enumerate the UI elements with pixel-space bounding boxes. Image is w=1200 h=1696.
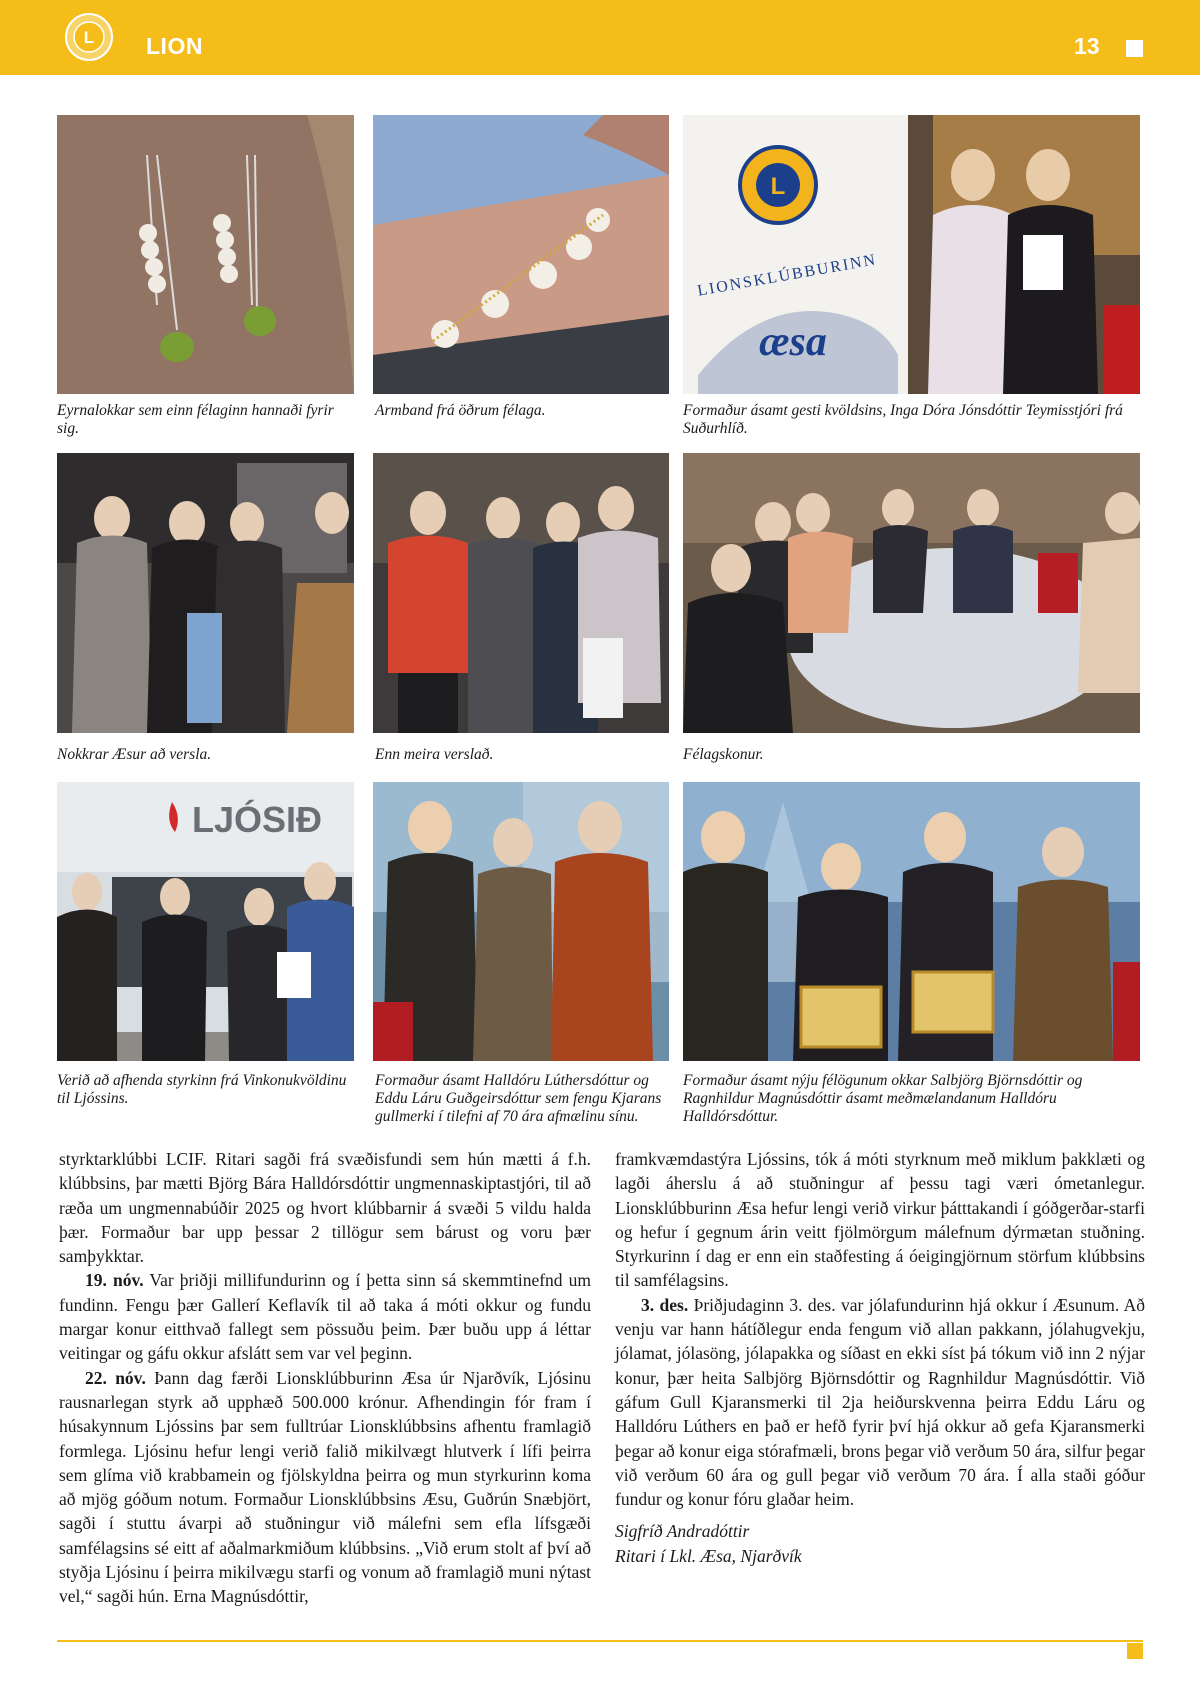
article-column-2 (615, 1147, 1145, 1568)
article-column-1 (59, 1147, 591, 1609)
article-paragraph: 19. nóv. Var þriðji millifundurinn og í þetta sinn sá skemmtinefnd um fundinn. Fengu þær Gallerí Keflavík til að taka á móti okkur og fundu margar konur eitthvað fallegt sem pössuðu þeim. Þær buðu upp á léttar veitingar og gáfu okkur afslátt sem var vel þeginn. (59, 1270, 591, 1364)
signature-name: Sigfríð Andradóttir (615, 1521, 750, 1542)
caption-earrings: Eyrnalokkar sem einn félaginn hannaði fyrir sig. (57, 402, 334, 437)
caption-shopping-2: Enn meira verslað. (375, 746, 494, 763)
photo-earrings (57, 115, 354, 394)
date-heading: 22. nóv. (85, 1367, 146, 1388)
photo-three-women (373, 782, 669, 1061)
svg-text:L: L (770, 173, 786, 200)
page-number: 13 (1074, 33, 1100, 59)
banner-text: LIONSKLÚBBURINN (696, 251, 879, 300)
photo-ljosid (57, 782, 354, 1061)
caption-table: Félagskonur. (683, 746, 764, 763)
caption-three-women: Formaður ásamt Halldóru Lúthersdóttur og Eddu Láru Guðgeirsdóttur sem fengu Kjarans gullmerki í tilefni af 70 ára afmælinu sínu. (375, 1072, 662, 1125)
footer-marker (1127, 1643, 1143, 1659)
caption-ljosid: Verið að afhenda styrkinn frá Vinkonukvöldinu til Ljóssins. (57, 1072, 347, 1107)
caption-banner-guest: Formaður ásamt gesti kvöldsins, Inga Dóra Jónsdóttir Teymisstjóri frá Suðurhlíð. (683, 402, 1123, 437)
photo-banner-guest (683, 115, 1140, 394)
article-paragraph: framkvæmdastýra Ljóssins, tók á móti styrknum með miklum þakklæti og lagði áherslu á að stuðningur af þessu tagi væri ómetanlegur. Lionsklúbburinn Æsa hefur lengi verið virkur þátttakandi í góðgerðar-starfi og hefur í gegnum árin veitt fjölmörgum málefnum dýrmætan stuðning. Styrkurinn í dag er enn ein staðfesting á óeigingjörnum störfum klúbbsins til samfélagsins. (615, 1149, 1145, 1291)
header-bar (0, 0, 1200, 75)
caption-shopping-1: Nokkrar Æsur að versla. (57, 746, 212, 763)
signature (615, 1519, 1145, 1568)
caption-bracelet: Armband frá öðrum félaga. (375, 402, 546, 419)
article-paragraph: styrktarklúbbi LCIF. Ritari sagði frá svæðisfundi sem hún mætti á f.h. klúbbsins, þar mætti Björg Bára Halldórsdóttir ungmennaskiptastjóri, til að ræða um ungmennabúðir 2025 og hvort klúbbarnir á svæði 5 vildu halda þær. Formaður bar upp þessar 2 tillögur sem bárust og voru þær samþykktar. (59, 1149, 591, 1267)
article-paragraph: 3. des. Þriðjudaginn 3. des. var jólafundurinn hjá okkur í Æsunum. Að venju var hann hátíðlegur enda fengum við allan pakkann, jólahugvekju, jólamat, jólasöng, jólapakka og síðast en ekki síst þá tókum við inn 2 nýjar konur, þær heita Salbjörg Björnsdóttir og Ragnhildur Magnúsdóttir. Við gáfum Gull Kjaransmerki til 2ja heiðurskvenna þeirra Eddu Láru og Halldóru Lúthers en það er hefð fyrir því hjá okkur að gefa Kjaransmerki þegar að konur eiga stórafmæli, brons þegar við verðum 50 ára, silfur þegar við verðum 60 ára og gull þegar við verðum 70 ára. Í alla staði góður fundur og konur fóru glaðar heim. (615, 1294, 1145, 1510)
signature-role: Ritari í Lkl. Æsa, Njarðvík (615, 1545, 802, 1566)
footer-rule (57, 1640, 1143, 1642)
ljosid-sign: LJÓSIÐ (192, 799, 323, 840)
svg-text:L: L (83, 28, 95, 47)
lions-logo-icon (64, 12, 114, 62)
photo-shopping-1 (57, 453, 354, 733)
page-marker (1126, 40, 1143, 57)
date-heading: 19. nóv. (85, 1270, 144, 1291)
photo-new-members (683, 782, 1140, 1061)
date-heading: 3. des. (641, 1294, 689, 1315)
banner-logo: æsa (759, 319, 827, 365)
magazine-title: LION (146, 33, 203, 59)
caption-new-members: Formaður ásamt nýju félögunum okkar Salbjörg Björnsdóttir og Ragnhildur Magnúsdóttir ásamt meðmælandanum Halldóru Halldórsdóttur. (683, 1072, 1083, 1125)
photo-bracelet (373, 115, 669, 394)
photo-table (683, 453, 1140, 733)
article-paragraph: 22. nóv. Þann dag færði Lionsklúbburinn Æsa úr Njarðvík, Ljósinu rausnarlegan styrk að upphæð 500.000 krónur. Afhendingin fór fram í húsakynnum Ljóssins þar sem fulltrúar Lionsklúbbsins afhentu framlagið formlega. Ljósinu hefur lengi verið falið mikilvægt hlutverk í lífi þeirra sem glíma við krabbamein og fjölskyldna þeirra og mun styrkurinn koma að mjög góðum notum. Formaður Lionsklúbbsins Æsu, Guðrún Snæbjört, sagði í stuttu ávarpi að stuðningur við málefni sem efla lífsgæði samfélagsins sé eitt af aðalmarkmiðum klúbbsins. „Við erum stolt af því að styðja Ljósinu í þeirra mikilvægu starfi og vonum að framlagið muni nýtast vel,“ sagði hún. Erna Magnúsdóttir, (59, 1367, 591, 1607)
photo-shopping-2 (373, 453, 669, 733)
